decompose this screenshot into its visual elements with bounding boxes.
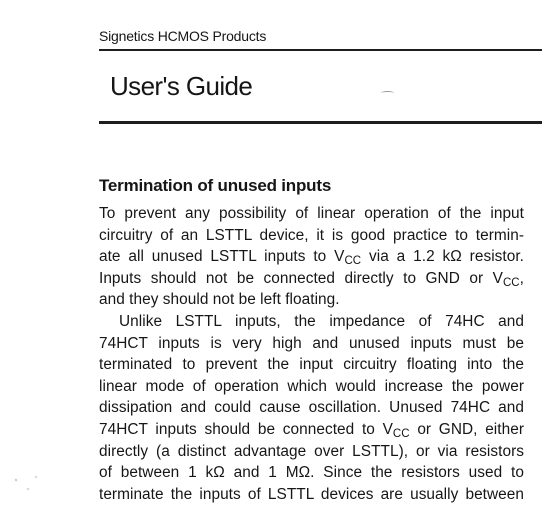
- text-line: 74HCT inputs should be connected to VCC or GND, either: [99, 420, 524, 440]
- text-line: and they should not be left floating.: [99, 291, 340, 309]
- text-line: dissipation and could cause oscillation. Unused 74HC and: [99, 399, 524, 417]
- page-title: User's Guide: [110, 71, 253, 101]
- scan-noise: [4, 468, 44, 498]
- text-line: 74HCT inputs is very high and unused inputs must be: [99, 334, 524, 352]
- text-line: terminated to prevent the input circuitry floating into the: [99, 356, 524, 374]
- text-line: directly (a distinct advantage over LSTTL), or via resistors: [99, 442, 524, 460]
- text-line: ate all unused LSTTL inputs to VCC via a 1.2 kΩ resistor.: [99, 248, 525, 268]
- text-line: Unlike LSTTL inputs, the impedance of 74HC and: [119, 312, 524, 330]
- section-heading: Termination of unused inputs: [99, 176, 332, 195]
- text-line: To prevent any possibility of linear operation of the input: [99, 205, 524, 222]
- header-rule-top: [99, 49, 542, 51]
- running-head: Signetics HCMOS Products: [99, 28, 267, 44]
- body-paragraphs: [99, 203, 524, 505]
- text-line: of between 1 kΩ and 1 MΩ. Since the resistors used to: [99, 464, 524, 482]
- text-line: circuitry of an LSTTL device, it is good practice to termin-: [99, 226, 524, 244]
- text-line: terminate the inputs of LSTTL devices are usually between: [99, 485, 524, 503]
- header-rule-bottom: [99, 121, 542, 124]
- text-line: Inputs should not be connected directly to GND or VCC,: [99, 269, 524, 289]
- scan-mark: [381, 91, 394, 95]
- text-line: linear mode of operation which would increase the power: [99, 377, 524, 395]
